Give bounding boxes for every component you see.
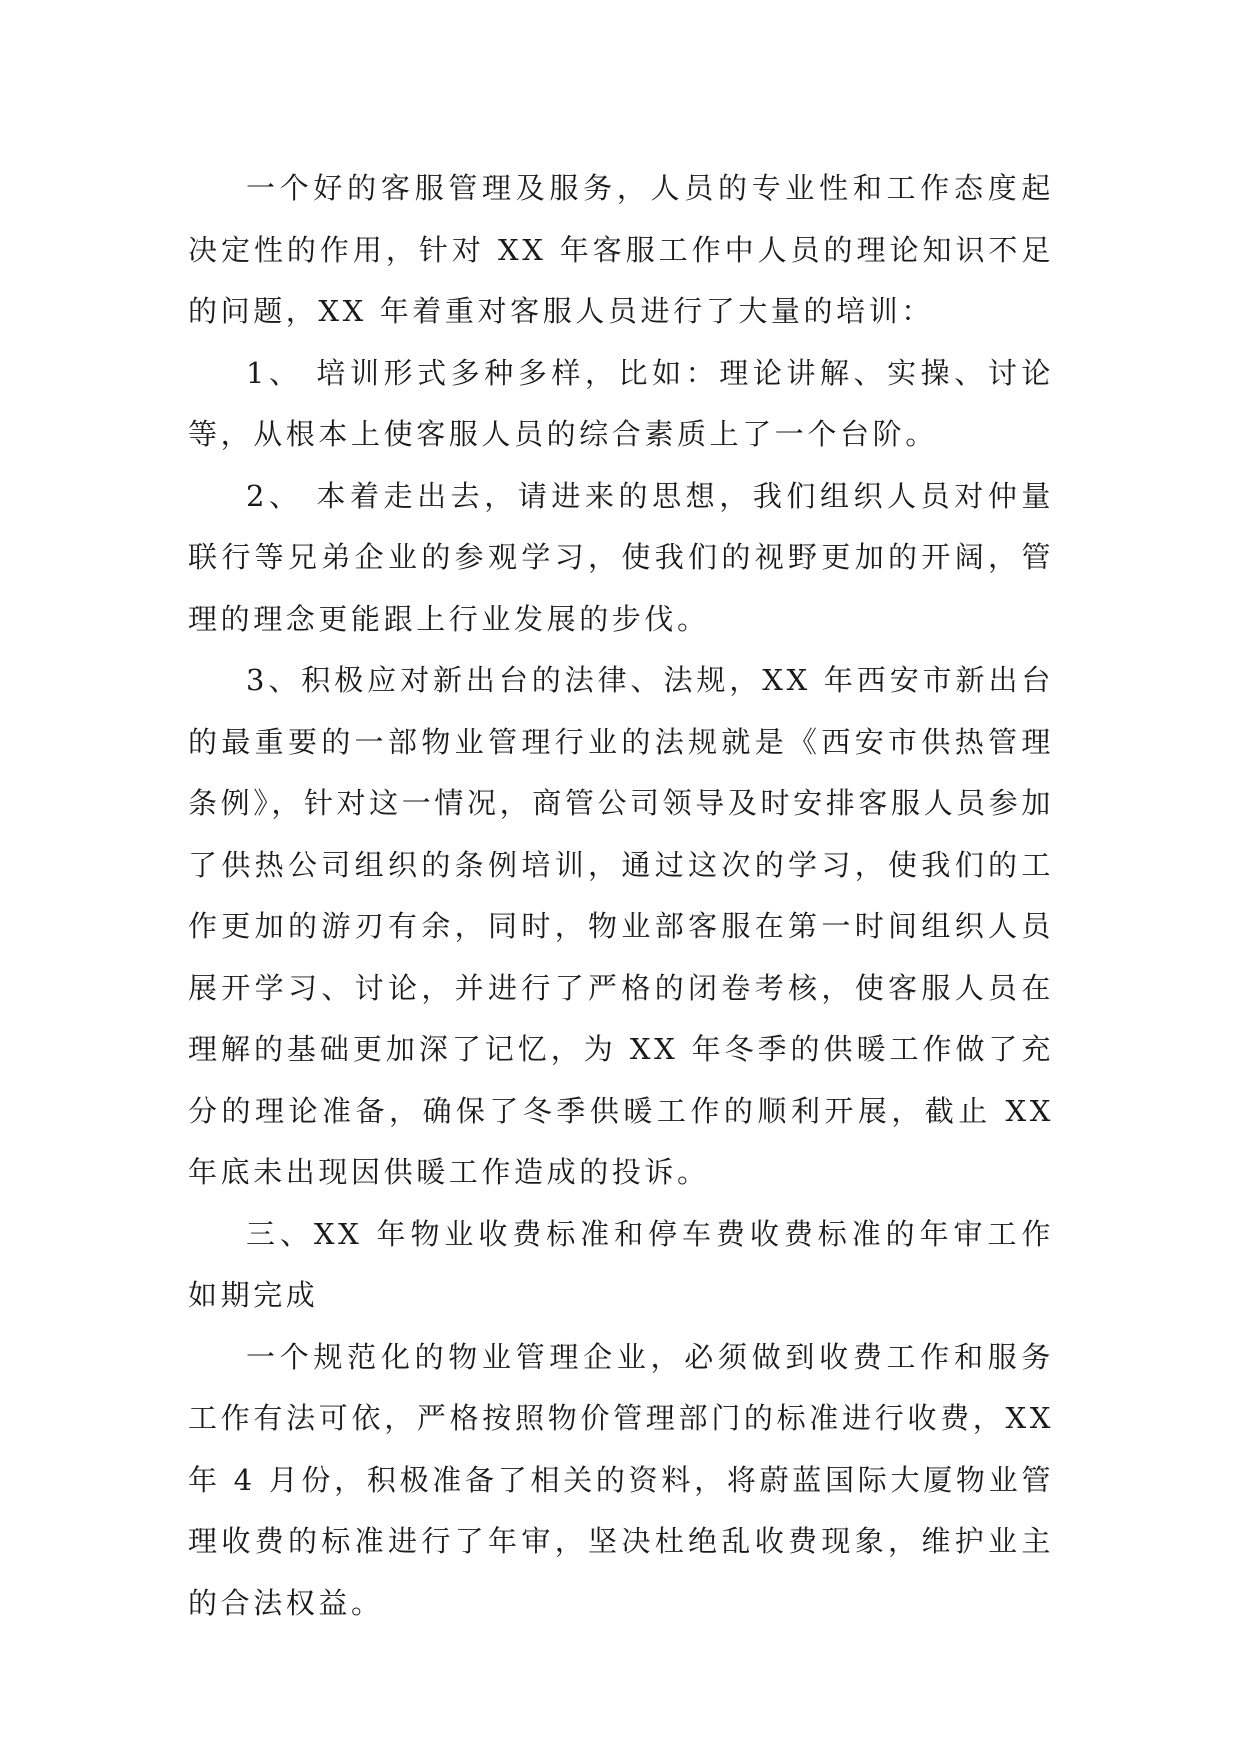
- paragraph-fee-review: 一个规范化的物业管理企业，必须做到收费工作和服务工作有法可依，严格按照物价管理部门的标准进行收费，XX 年 4 月份，积极准备了相关的资料，将蔚蓝国际大厦物业管理收费的标准进行了年审，坚决杜绝乱收费现象，维护业主的合法权益。: [188, 1339, 1054, 1620]
- section-heading-fee-review: 三、XX 年物业收费标准和停车费收费标准的年审工作如期完成: [188, 1216, 1054, 1312]
- paragraph-training-intro: 一个好的客服管理及服务，人员的专业性和工作态度起决定性的作用，针对 XX 年客服工作中人员的理论知识不足的问题，XX 年着重对客服人员进行了大量的培训：: [188, 171, 1054, 328]
- document-body: [188, 158, 1054, 1634]
- paragraph-training-item-1: 1、 培训形式多种多样，比如：理论讲解、实操、讨论等，从根本上使客服人员的综合素质上了一个台阶。: [188, 355, 1054, 451]
- paragraph-training-item-2: 2、 本着走出去，请进来的思想，我们组织人员对仲量联行等兄弟企业的参观学习，使我们的视野更加的开阔，管理的理念更能跟上行业发展的步伐。: [188, 478, 1054, 636]
- paragraph-training-item-3: 3、积极应对新出台的法律、法规，XX 年西安市新出台的最重要的一部物业管理行业的法规就是《西安市供热管理条例》，针对这一情况，商管公司领导及时安排客服人员参加了供热公司组织的条例培训，通过这次的学习，使我们的工作更加的游刃有余，同时，物业部客服在第一时间组织人员展开学习、讨论，并进行了严格的闭卷考核，使客服人员在理解的基础更加深了记忆，为 XX 年冬季的供暖工作做了充分的理论准备，确保了冬季供暖工作的顺利开展，截止 XX 年底未出现因供暖工作造成的投诉。: [188, 663, 1054, 1189]
